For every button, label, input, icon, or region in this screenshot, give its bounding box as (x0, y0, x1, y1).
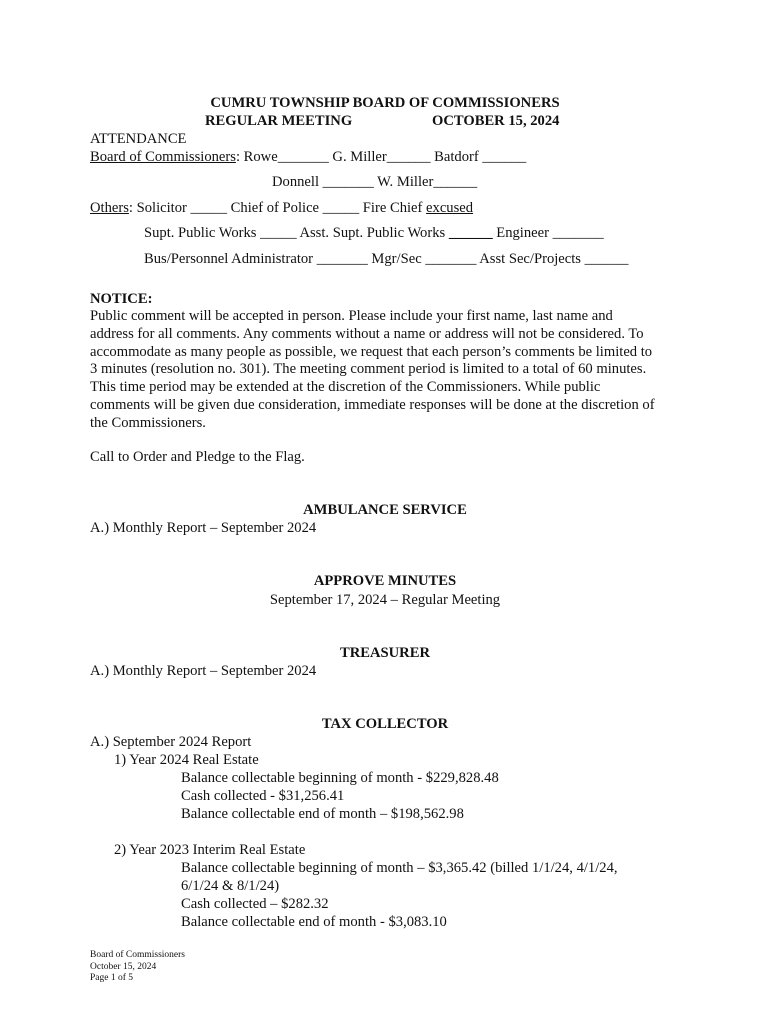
board-members-1: : Rowe_______ G. Miller______ Batdorf ______ (235, 149, 527, 165)
tax-sub2-line: Balance collectable beginning of month – $3,365.42 (billed 1/1/24, 4/1/24, (181, 860, 618, 876)
ambulance-item: A.) Monthly Report – September 2024 (90, 520, 317, 536)
fire-chief-status: excused (426, 200, 474, 216)
asst-supt-blank: ______ (448, 225, 493, 241)
notice-body (90, 308, 680, 433)
notice-line: This time period may be extended at the discretion of the Commissioners. While public (90, 379, 601, 396)
treasurer-item: A.) Monthly Report – September 2024 (90, 663, 317, 679)
tax-sub2-line: 6/1/24 & 8/1/24) (181, 878, 280, 894)
meeting-type: REGULAR MEETING (205, 113, 353, 129)
notice-line: 3 minutes (resolution no. 301). The meeting comment period is limited to a total of 60 minutes. (90, 361, 647, 378)
call-to-order: Call to Order and Pledge to the Flag. (90, 449, 305, 465)
page-footer (90, 950, 185, 985)
others-line2-part2: Engineer _______ (492, 225, 604, 241)
footer-line: Board of Commissioners (90, 950, 185, 960)
tax-sub1-line: Balance collectable end of month – $198,562.98 (181, 806, 464, 822)
tax-sub1-line: Cash collected - $31,256.41 (181, 788, 345, 804)
document-title: CUMRU TOWNSHIP BOARD OF COMMISSIONERS (210, 95, 560, 111)
others-line2 (144, 224, 604, 242)
notice-line: accommodate as many people as possible, we request that each person’s comments be limited to (90, 343, 653, 360)
treasurer-heading: TREASURER (339, 645, 430, 661)
footer-line: October 15, 2024 (90, 961, 157, 972)
minutes-item: September 17, 2024 – Regular Meeting (269, 592, 501, 608)
others-label: Others (90, 200, 129, 216)
others-attendance-line (90, 199, 473, 217)
tax-sub1-title: 1) Year 2024 Real Estate (114, 752, 259, 768)
notice-line: the Commissioners. (90, 414, 206, 431)
tax-sub2-title: 2) Year 2023 Interim Real Estate (114, 842, 306, 858)
board-members-2: Donnell _______ W. Miller______ (272, 174, 478, 190)
notice-line: comments will be given due consideration, immediate responses will be done at the discretion of (90, 396, 655, 413)
others-line1: : Solicitor _____ Chief of Police _____ Fire Chief (128, 200, 427, 216)
board-label: Board of Commissioners (90, 149, 236, 165)
tax-sub2-line: Cash collected – $282.32 (181, 896, 329, 912)
tax-sub1-line: Balance collectable beginning of month - $229,828.48 (181, 770, 499, 786)
attendance-heading: ATTENDANCE (90, 131, 187, 147)
tax-collector-item: A.) September 2024 Report (90, 734, 252, 750)
ambulance-heading: AMBULANCE SERVICE (303, 502, 467, 518)
tax-sub2-line: Balance collectable end of month - $3,083.10 (181, 914, 447, 930)
others-line3: Bus/Personnel Administrator _______ Mgr/Sec _______ Asst Sec/Projects ______ (144, 251, 629, 267)
notice-line: Public comment will be accepted in person. Please include your first name, last name and (90, 308, 613, 324)
tax-collector-heading: TAX COLLECTOR (321, 716, 449, 732)
minutes-heading: APPROVE MINUTES (313, 573, 457, 589)
notice-heading: NOTICE: (90, 291, 153, 307)
board-attendance-line (90, 148, 526, 166)
footer-page-number: Page 1 of 5 (90, 973, 134, 983)
others-line2-part1: Supt. Public Works _____ Asst. Supt. Public Works (144, 225, 449, 241)
notice-line: address for all comments. Any comments without a name or address will not be considered. To (90, 325, 644, 342)
meeting-date: OCTOBER 15, 2024 (432, 113, 560, 129)
